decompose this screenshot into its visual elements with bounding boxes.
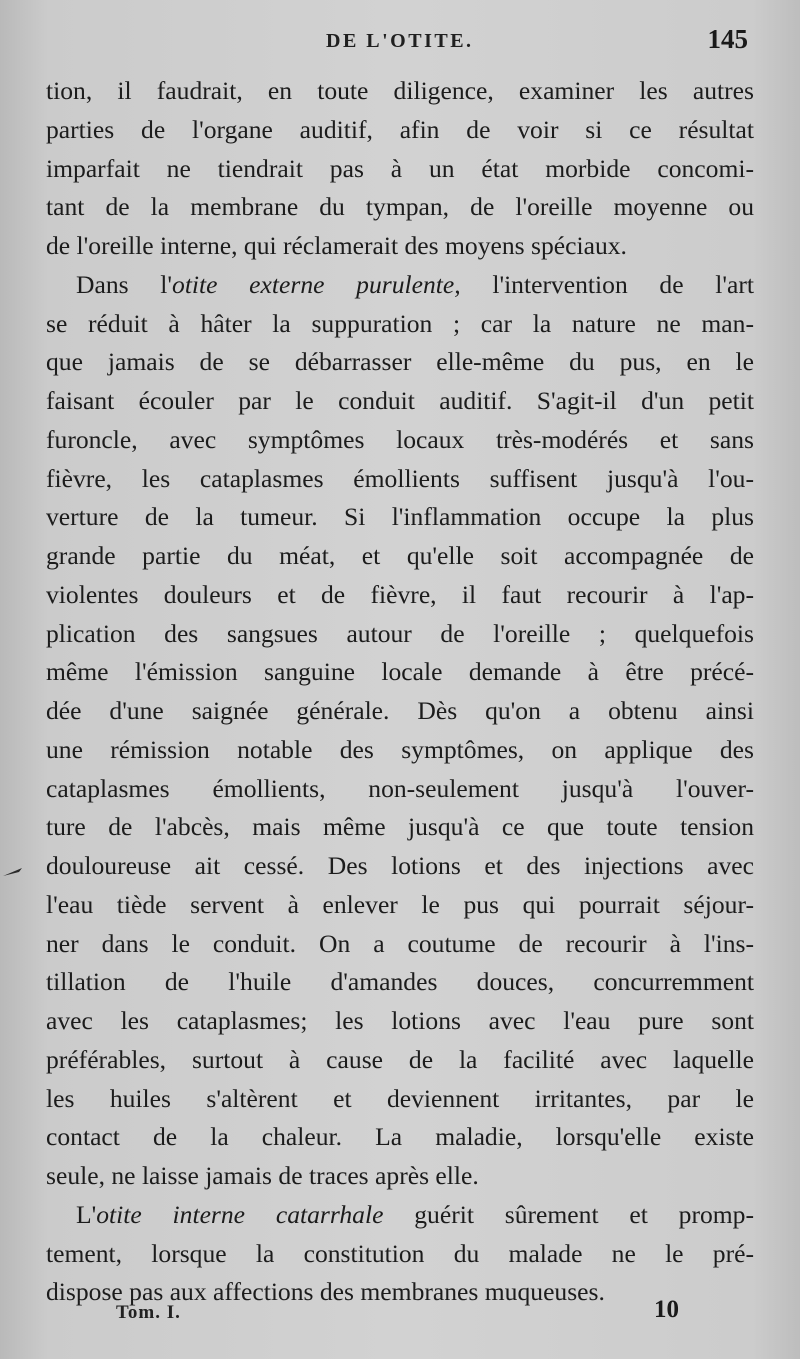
text-line xyxy=(46,227,754,266)
text-segment: Dans l' xyxy=(76,269,173,299)
text-segment: furoncle, avec symptômes locaux très-modérés et sans xyxy=(46,424,754,454)
text-line xyxy=(46,576,754,615)
text-line xyxy=(46,653,754,692)
text-line xyxy=(46,111,754,150)
text-line xyxy=(46,1118,754,1157)
margin-ink-mark-icon xyxy=(2,866,24,878)
text-segment: fièvre, les cataplasmes émollients suffisent jusqu'à l'ou- xyxy=(46,463,754,493)
signature-mark: 10 xyxy=(654,1296,679,1323)
text-line xyxy=(46,1080,754,1119)
text-segment: tement, lorsque la constitution du malade ne le pré- xyxy=(46,1238,754,1268)
text-line xyxy=(46,1196,754,1235)
text-line xyxy=(46,847,754,886)
text-line xyxy=(46,537,754,576)
text-line xyxy=(46,421,754,460)
text-line xyxy=(46,886,754,925)
text-line xyxy=(46,770,754,809)
text-segment: contact de la chaleur. La maladie, lorsqu'elle existe xyxy=(46,1122,754,1152)
text-segment: guérit sûrement et promp- xyxy=(383,1199,754,1229)
text-line xyxy=(46,925,754,964)
text-line xyxy=(46,692,754,731)
text-line xyxy=(46,343,754,382)
text-line xyxy=(46,72,754,111)
text-line xyxy=(46,1157,754,1196)
text-line xyxy=(46,1235,754,1274)
text-segment: dée d'une saignée générale. Dès qu'on a obtenu ainsi xyxy=(46,696,754,725)
text-line xyxy=(46,460,754,499)
text-segment: violentes douleurs et de fièvre, il faut recourir à l'ap- xyxy=(46,579,754,609)
italic-term: otite externe purulente, xyxy=(172,269,461,299)
text-segment: se réduit à hâter la suppuration ; car la nature ne man- xyxy=(46,308,754,338)
volume-label: Tom. I. xyxy=(116,1302,181,1323)
text-line xyxy=(46,1002,754,1041)
text-segment: ture de l'abcès, mais même jusqu'à ce que toute tension xyxy=(46,812,754,842)
page-header xyxy=(0,24,800,60)
text-line xyxy=(46,266,754,305)
text-segment: douloureuse ait cessé. Des lotions et des injections avec xyxy=(46,851,754,880)
text-line xyxy=(46,498,754,537)
text-line xyxy=(46,1041,754,1080)
text-segment: que jamais de se débarrasser elle-même du pus, en le xyxy=(46,347,754,377)
text-line xyxy=(46,188,754,227)
text-segment: parties de l'organe auditif, afin de voir si ce résultat xyxy=(46,114,754,144)
text-segment: faisant écouler par le conduit auditif. S'agit-il d'un petit xyxy=(46,386,754,415)
text-segment: tant de la membrane du tympan, de l'oreille moyenne ou xyxy=(46,192,754,222)
body-text xyxy=(46,72,754,1312)
text-segment: grande partie du méat, et qu'elle soit accompagnée de xyxy=(46,541,754,570)
text-segment: L' xyxy=(76,1199,97,1229)
text-segment: avec les cataplasmes; les lotions avec l'eau pure sont xyxy=(46,1006,754,1035)
text-segment: verture de la tumeur. Si l'inflammation occupe la plus xyxy=(46,502,754,532)
text-line xyxy=(46,305,754,344)
text-segment: tillation de l'huile d'amandes douces, concurremment xyxy=(46,967,754,997)
text-segment: seule, ne laisse jamais de traces après elle. xyxy=(46,1161,479,1190)
text-line xyxy=(46,808,754,847)
italic-term: otite interne catarrhale xyxy=(96,1199,384,1229)
text-line xyxy=(46,615,754,654)
text-segment: ner dans le conduit. On a coutume de recourir à l'ins- xyxy=(46,928,754,958)
text-line xyxy=(46,382,754,421)
text-segment: cataplasmes émollients, non-seulement jusqu'à l'ouver- xyxy=(46,773,754,803)
text-segment: l'intervention de l'art xyxy=(460,269,754,299)
text-segment: une rémission notable des symptômes, on applique des xyxy=(46,734,754,764)
text-segment: tion, il faudrait, en toute diligence, examiner les autres xyxy=(46,76,754,105)
text-line xyxy=(46,963,754,1002)
page-footer xyxy=(0,1296,800,1336)
text-segment: l'eau tiède servent à enlever le pus qui pourrait séjour- xyxy=(46,889,754,919)
text-segment: même l'émission sanguine locale demande à être précé- xyxy=(46,657,754,687)
text-line xyxy=(46,150,754,189)
text-segment: préférables, surtout à cause de la facilité avec laquelle xyxy=(46,1044,754,1074)
text-segment: dispose pas aux affections des membranes muqueuses. xyxy=(46,1277,605,1307)
running-title: DE L'OTITE. xyxy=(326,30,474,52)
text-segment: les huiles s'altèrent et deviennent irritantes, par le xyxy=(46,1083,754,1113)
text-segment: de l'oreille interne, qui réclamerait des moyens spéciaux. xyxy=(46,231,627,260)
page-number: 145 xyxy=(707,24,748,54)
text-segment: imparfait ne tiendrait pas à un état morbide concomi- xyxy=(46,153,754,183)
text-segment: plication des sangsues autour de l'oreille ; quelquefois xyxy=(46,618,754,648)
text-line xyxy=(46,731,754,770)
